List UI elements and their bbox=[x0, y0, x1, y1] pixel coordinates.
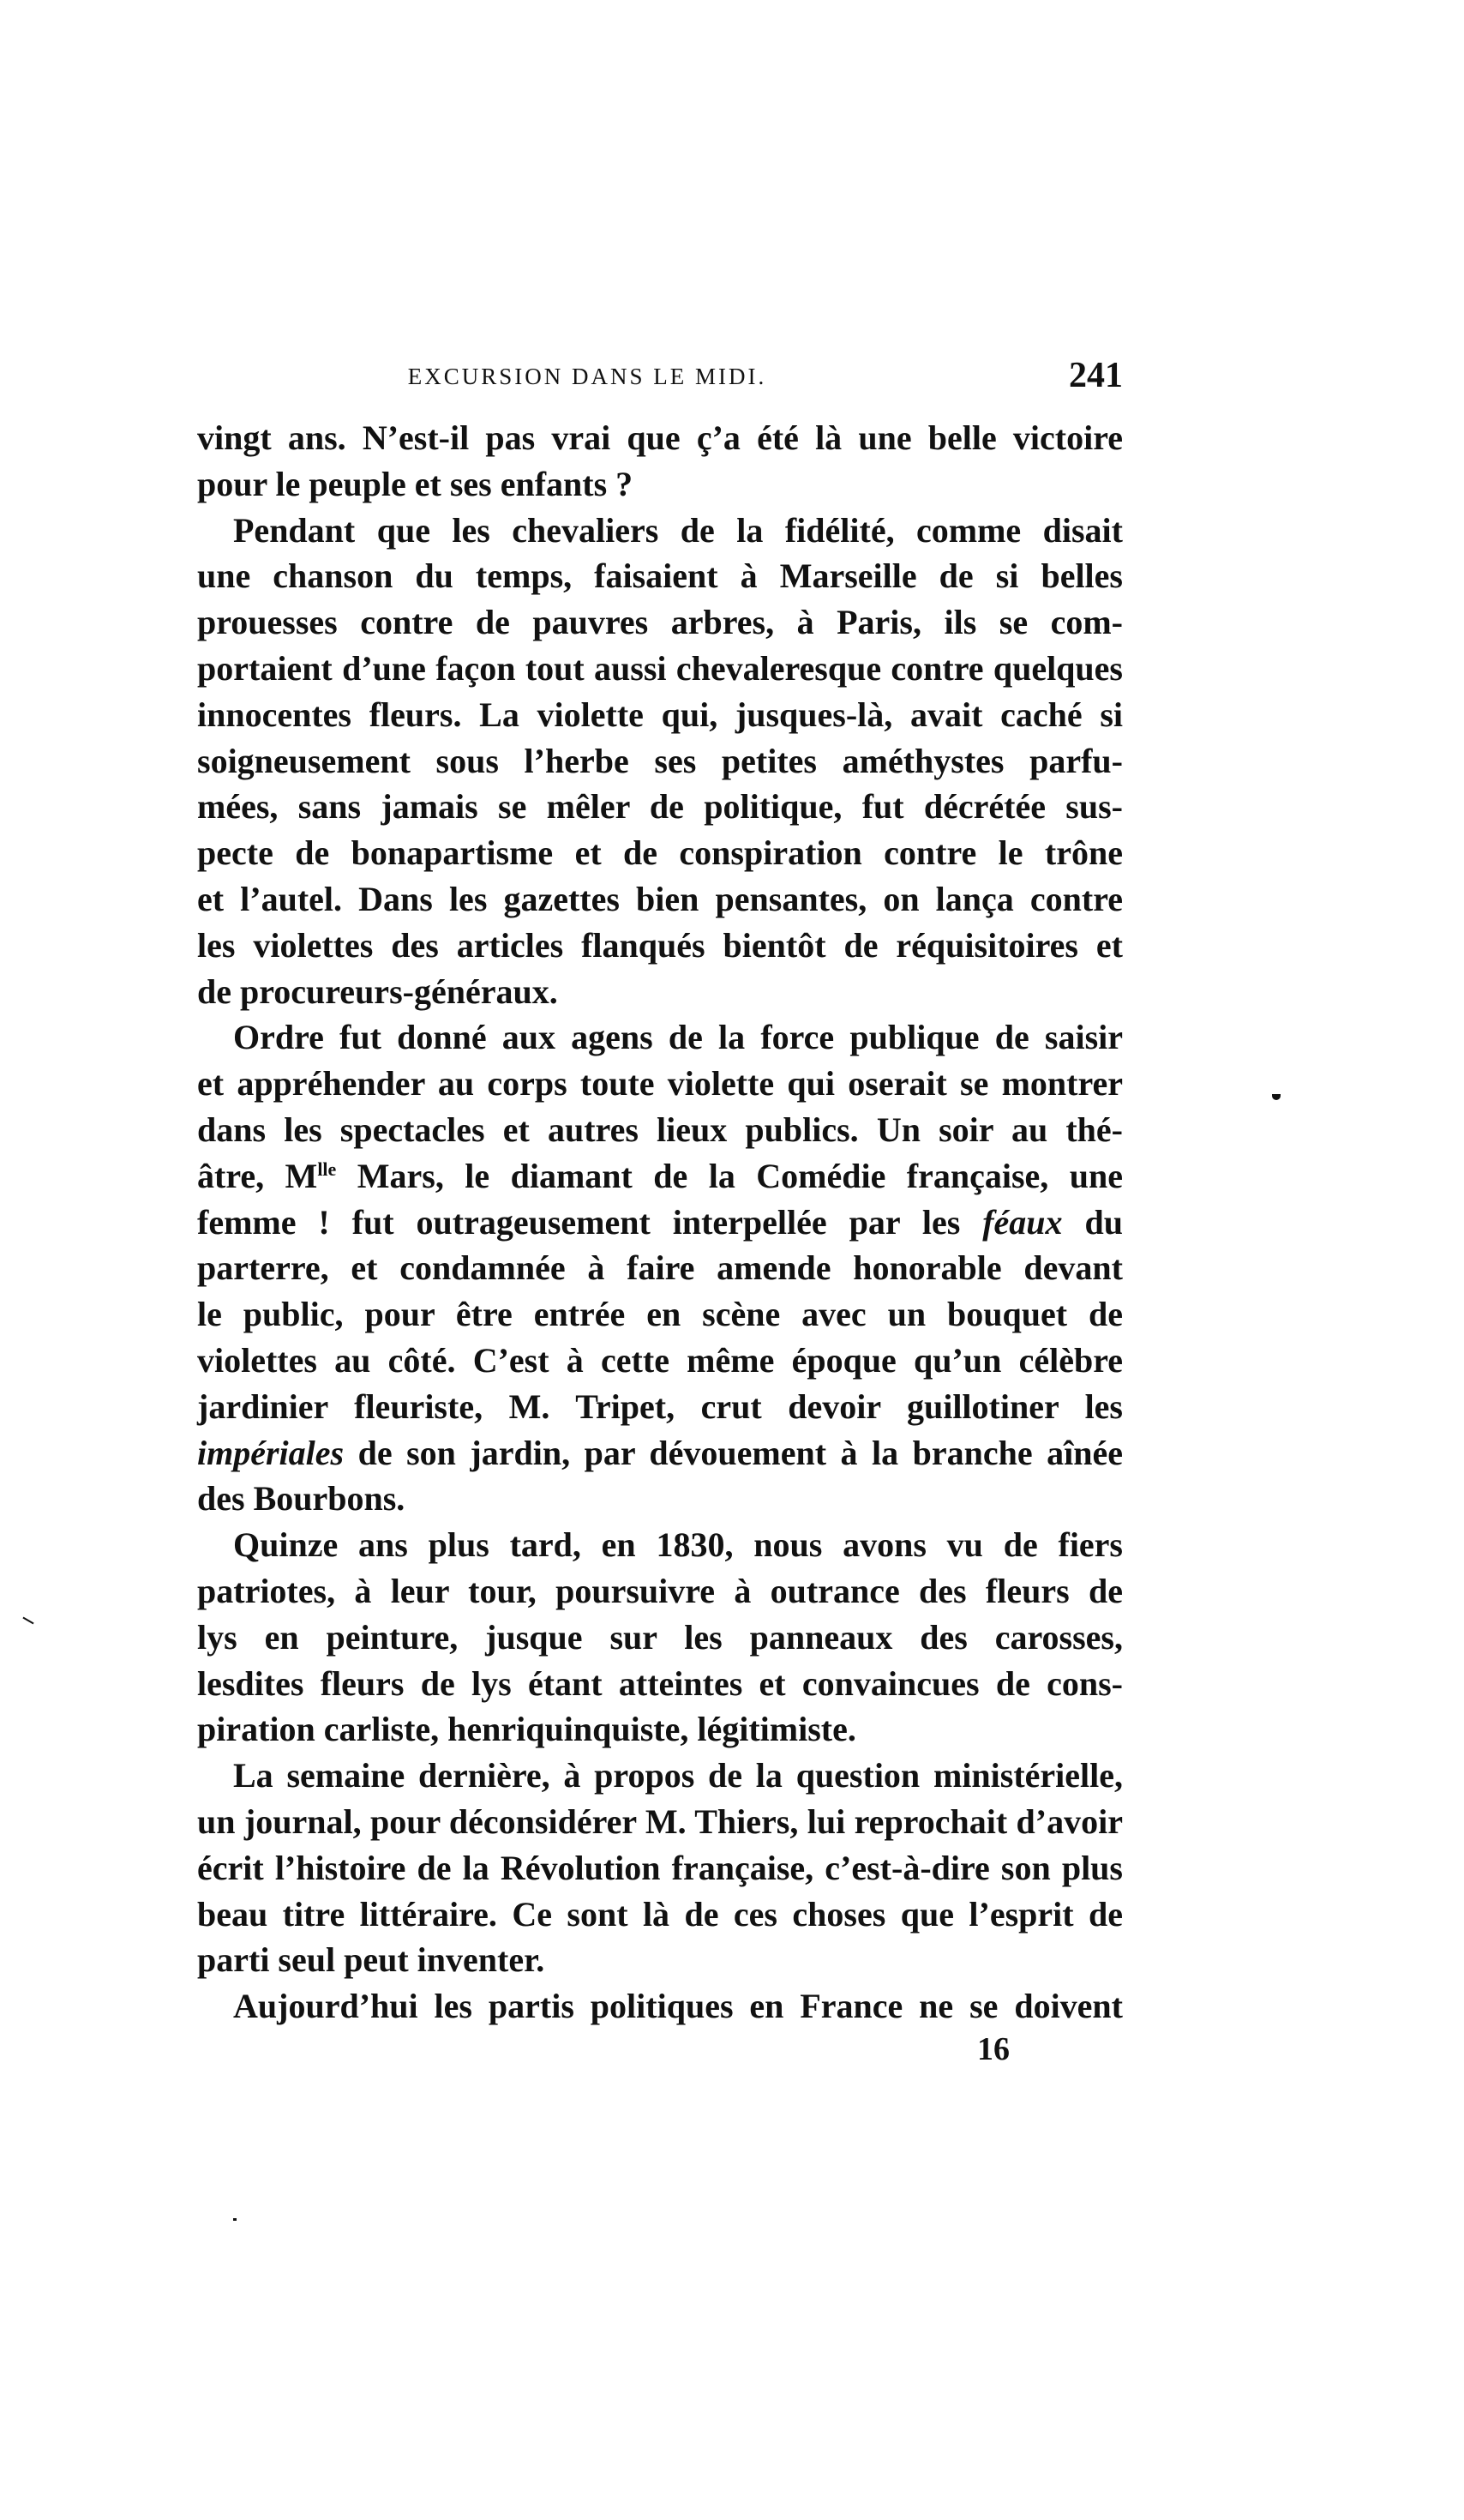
running-title: EXCURSION DANS LE MIDI. bbox=[407, 364, 767, 389]
text-line: portaient d’une façon tout aussi chevaleresque contre quelques bbox=[197, 648, 1123, 688]
text-line: innocentes fleurs. La violette qui, jusques-là, avait caché si bbox=[197, 695, 1123, 734]
text-line: La semaine dernière, à propos de la question ministérielle, bbox=[233, 1756, 1123, 1795]
text-line: jardinier fleuriste, M. Tripet, crut devoir guillotiner les bbox=[197, 1386, 1123, 1426]
scan-artifact bbox=[233, 2218, 237, 2221]
text-line: le public, pour être entrée en scène avec un bouquet de bbox=[197, 1295, 1123, 1334]
text-line: Quinze ans plus tard, en 1830, nous avons vu de fiers bbox=[233, 1525, 1123, 1565]
text-line: les violettes des articles flanqués bientôt de réquisitoires et bbox=[197, 925, 1123, 965]
text-line: dans les spectacles et autres lieux publics. Un soir au thé- bbox=[197, 1110, 1123, 1149]
text-line: soigneusement sous l’herbe ses petites améthystes parfu- bbox=[197, 741, 1123, 780]
text-line: de procureurs-généraux. bbox=[197, 971, 558, 1011]
italic-term: impériales bbox=[197, 1433, 345, 1472]
text-line: lesdites fleurs de lys étant atteintes et convaincues de cons- bbox=[197, 1663, 1123, 1703]
text-line: Aujourd’hui les partis politiques en France ne se doivent bbox=[233, 1987, 1123, 2026]
text-line: parterre, et condamnée à faire amende honorable devant bbox=[197, 1248, 1123, 1288]
text-line: pecte de bonapartisme et de conspiration contre le trône bbox=[197, 833, 1123, 873]
italic-term: féaux bbox=[982, 1202, 1063, 1242]
superscript: lle bbox=[317, 1158, 337, 1180]
text-line: piration carliste, henriquinquiste, légitimiste. bbox=[197, 1710, 856, 1749]
text-line: patriotes, à leur tour, poursuivre à outrance des fleurs de bbox=[197, 1571, 1123, 1610]
page-number: 241 bbox=[1069, 356, 1123, 395]
text-line: vingt ans. N’est-il pas vrai que ç’a été là une belle victoire bbox=[197, 418, 1123, 457]
text-line: une chanson du temps, faisaient à Marseille de si belles bbox=[197, 556, 1123, 596]
text-line: un journal, pour déconsidérer M. Thiers, lui reprochait d’avoir bbox=[197, 1801, 1123, 1841]
text-line: Pendant que les chevaliers de la fidélité, comme disait bbox=[233, 510, 1123, 550]
text-line: des Bourbons. bbox=[197, 1479, 405, 1519]
scan-artifact bbox=[22, 1617, 33, 1625]
text-line: violettes au côté. C’est à cette même époque qu’un célèbre bbox=[197, 1340, 1123, 1380]
text-line: prouesses contre de pauvres arbres, à Paris, ils se com- bbox=[197, 603, 1123, 642]
text-line: et appréhender au corps toute violette qui oserait se montrer bbox=[197, 1064, 1123, 1104]
text-line: écrit l’histoire de la Révolution française, c’est-à-dire son plus bbox=[197, 1848, 1123, 1887]
running-head bbox=[197, 358, 1123, 401]
scan-artifact bbox=[1272, 1094, 1281, 1100]
text-line: âtre, $M^{lle}$ Mars, le diamant de la Comédie française, une bbox=[197, 1156, 1123, 1195]
signature-mark: 16 bbox=[977, 2031, 1010, 2067]
text-line: parti seul peut inventer. bbox=[197, 1940, 545, 1980]
text-line: Ordre fut donné aux agens de la force publique de saisir bbox=[233, 1018, 1123, 1057]
text-line: pour le peuple et ses enfants ? bbox=[197, 464, 633, 503]
text-line: lys en peinture, jusque sur les panneaux des carosses, bbox=[197, 1617, 1123, 1657]
text-line: femme ! fut outrageusement interpellée par les féaux du bbox=[197, 1202, 1124, 1242]
text-line: impériales de son jardin, par dévouement à la branche aînée bbox=[197, 1433, 1123, 1472]
text-line: et l’autel. Dans les gazettes bien pensantes, on lança contre bbox=[197, 879, 1123, 918]
text-line: mées, sans jamais se mêler de politique, fut décrétée sus- bbox=[197, 787, 1123, 827]
body-text bbox=[197, 415, 1123, 2030]
text-line: beau titre littéraire. Ce sont là de ces choses que l’esprit de bbox=[197, 1894, 1123, 1934]
